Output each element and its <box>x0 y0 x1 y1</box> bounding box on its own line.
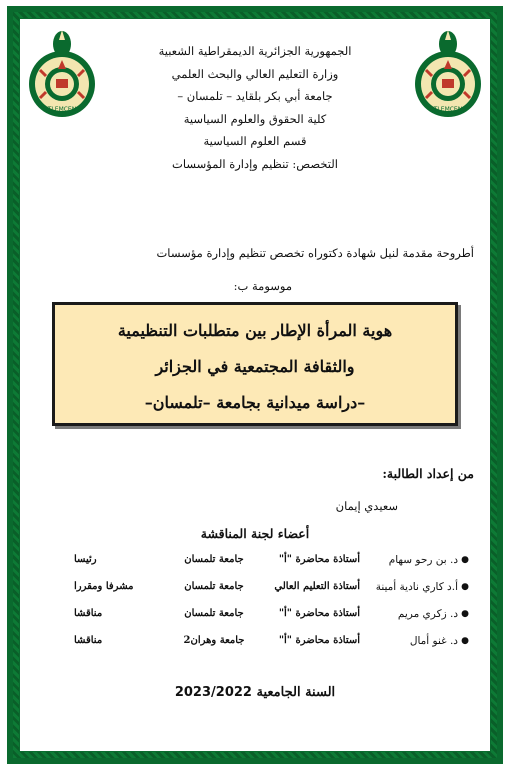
member-name: د. بن رحو سهام <box>388 553 458 566</box>
thesis-title-box <box>52 302 458 426</box>
member-name: د. غنو أمال <box>409 634 458 647</box>
committee-title: أعضاء لجنة المناقشة <box>200 526 310 541</box>
member-university: جامعة وهران2 <box>183 635 245 646</box>
academic-year-value: 2023/2022 <box>174 685 252 700</box>
svg-text:TLEMCEN: TLEMCEN <box>47 106 77 113</box>
member-university: جامعة تلمسان <box>184 581 244 592</box>
ministry-name: وزارة التعليم العالي والبحث العلمي <box>171 66 339 81</box>
member-name: د. زكري مريم <box>397 607 458 620</box>
student-name: سعيدي إيمان <box>335 499 398 513</box>
titled-label: موسومة ب: <box>233 279 292 293</box>
member-rank: أستاذة محاضرة "أ" <box>278 635 360 646</box>
institution-header <box>110 40 400 175</box>
member-university: جامعة تلمسان <box>184 608 244 619</box>
bullet-icon: ● <box>461 581 469 592</box>
bullet-icon: ● <box>461 554 469 565</box>
member-university: جامعة تلمسان <box>184 554 244 565</box>
department-name: قسم العلوم السياسية <box>203 134 307 148</box>
faculty-name: كلية الحقوق والعلوم السياسية <box>183 111 327 126</box>
university-logo-left <box>26 22 98 126</box>
member-rank: أستاذة التعليم العالي <box>274 581 360 592</box>
university-logo-right <box>412 22 484 126</box>
committee-member-row <box>40 546 472 573</box>
member-role: رئيسا <box>74 554 97 565</box>
member-name: أ.د كاري نادية أمينة <box>375 580 458 593</box>
member-role: مناقشا <box>74 635 103 646</box>
committee-member-row <box>40 600 472 627</box>
bullet-icon: ● <box>461 635 469 646</box>
member-role: مناقشا <box>74 608 103 619</box>
university-name: جامعة أبي بكر بلقايد – تلمسان – <box>177 89 333 103</box>
academic-year <box>0 685 510 700</box>
prepared-by-label: من إعداد الطالبة: <box>382 466 474 481</box>
svg-text:TLEMCEN: TLEMCEN <box>433 106 463 113</box>
committee-member-row <box>40 573 472 600</box>
title-line-2: والثقافة المجتمعية في الجزائر <box>155 357 355 376</box>
title-line-3: –دراسة ميدانية بجامعة –تلمسان– <box>144 393 366 412</box>
academic-year-label: السنة الجامعية <box>256 685 336 700</box>
republic-name: الجمهورية الجزائرية الديمقراطية الشعبية <box>158 44 352 58</box>
member-role: مشرفا ومقررا <box>74 581 134 592</box>
specialty: التخصص: تنظيم وإدارة المؤسسات <box>172 156 338 171</box>
title-line-1: هوية المرأة الإطار بين متطلبات التنظيمية <box>117 321 393 340</box>
committee-member-row <box>40 627 472 654</box>
thesis-intro: أطروحة مقدمة لنيل شهادة دكتوراه تخصص تنظيم وإدارة مؤسسات <box>156 246 474 260</box>
bullet-icon: ● <box>461 608 469 619</box>
committee-list <box>40 546 472 654</box>
member-rank: أستاذة محاضرة "أ" <box>278 554 360 565</box>
member-rank: أستاذة محاضرة "أ" <box>278 608 360 619</box>
